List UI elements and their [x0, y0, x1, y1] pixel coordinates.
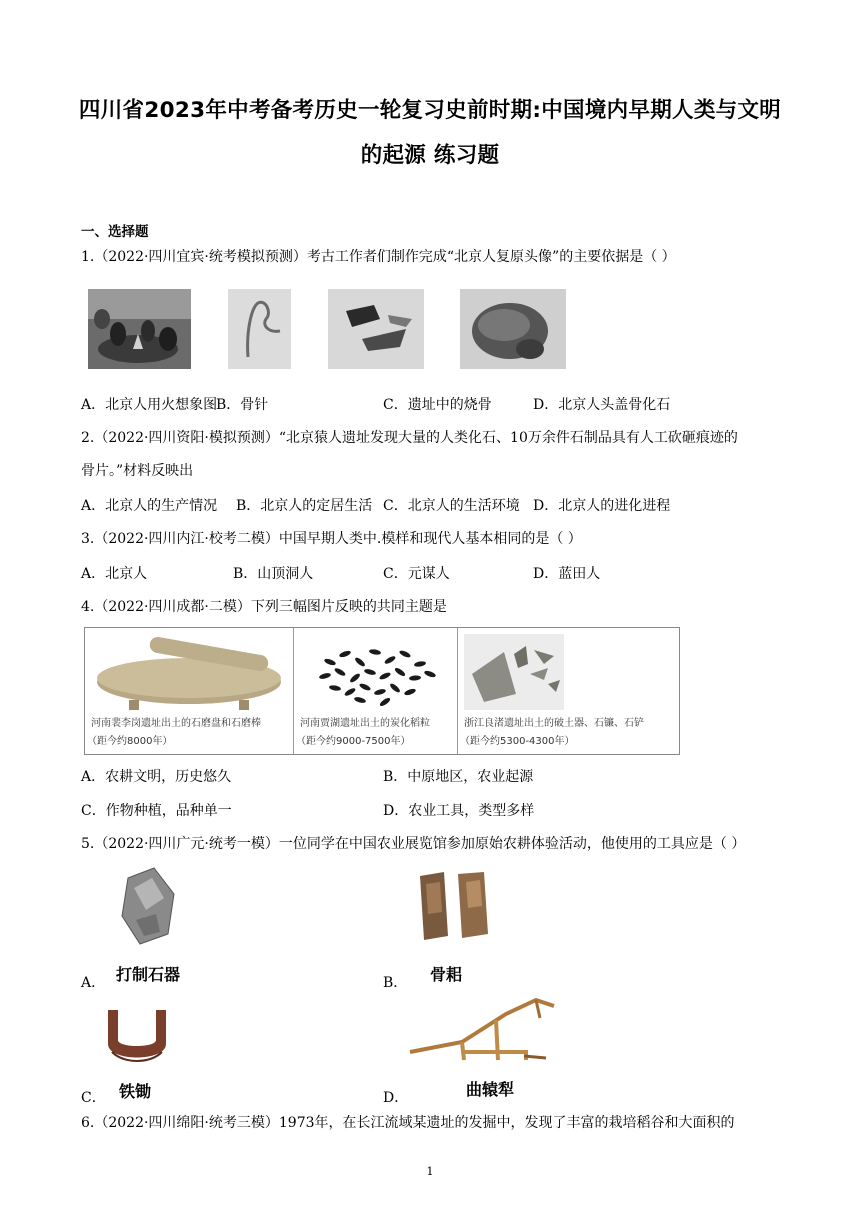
- q2-stem-line2: 骨片。”材料反映出: [81, 463, 194, 479]
- q4-panel2-date: （距今约9000-7500年）: [296, 736, 411, 747]
- bone-spade-image: [414, 866, 494, 952]
- q5-option-b-letter[interactable]: B．: [383, 975, 408, 991]
- q4-option-b[interactable]: B．中原地区，农业起源: [383, 769, 534, 785]
- q2-option-d[interactable]: D．北京人的进化进程: [533, 498, 671, 514]
- q4-panel-rice: [294, 628, 458, 754]
- q6-stem: 6.（2022·四川绵阳·统考三模）1973年，在长江流域某遗址的发掘中，发现了丰富的栽培稻谷和大面积的: [81, 1115, 735, 1131]
- q2-option-a[interactable]: A．北京人的生产情况: [81, 498, 218, 514]
- q5-option-c-letter[interactable]: C．: [81, 1090, 106, 1106]
- carbonized-rice-image: [300, 632, 450, 712]
- q4-panel1-date: （距今约8000年）: [87, 736, 173, 747]
- q5-option-d-letter[interactable]: D．: [383, 1090, 409, 1106]
- q4-panel-grinding-stone: [85, 628, 294, 754]
- q5-option-a-letter[interactable]: A．: [81, 975, 106, 991]
- q1-option-b[interactable]: B．骨针: [216, 397, 269, 413]
- q3-stem: 3.（2022·四川内江·校考二模）中国早期人类中.模样和现代人基本相同的是（ ）: [81, 531, 582, 547]
- curved-plow-image: [406, 994, 556, 1070]
- fire-scene-image: [88, 289, 191, 369]
- stone-tools-image: [464, 634, 564, 710]
- page-number: 1: [426, 1165, 434, 1178]
- q2-option-b[interactable]: B．北京人的定居生活: [236, 498, 373, 514]
- q4-picture-panel: [84, 627, 680, 755]
- q4-option-c[interactable]: C．作物种植，品种单一: [81, 803, 232, 819]
- iron-hoe-image: [104, 1004, 170, 1072]
- section-heading: 一、选择题: [81, 224, 149, 240]
- q4-stem: 4.（2022·四川成都·二模）下列三幅图片反映的共同主题是: [81, 599, 447, 615]
- q4-panel2-caption: 河南贾湖遗址出土的炭化稻粒: [300, 718, 430, 729]
- q3-option-a[interactable]: A．北京人: [81, 566, 148, 582]
- q1-option-a[interactable]: A．北京人用火想象图: [81, 397, 218, 413]
- burnt-bone-image: [328, 289, 424, 369]
- q4-option-d[interactable]: D．农业工具，类型多样: [383, 803, 535, 819]
- q4-panel3-date: （距今约5300-4300年）: [460, 736, 575, 747]
- q2-option-c[interactable]: C．北京人的生活环境: [383, 498, 520, 514]
- q2-stem-line1: 2.（2022·四川资阳·模拟预测）“北京猿人遗址发现大量的人类化石、10万余件石制品具有人工砍砸痕迹的: [81, 430, 738, 446]
- q1-stem: 1.（2022·四川宜宾·统考模拟预测）考古工作者们制作完成“北京人复原头像”的主要依据是（ ）: [81, 249, 676, 265]
- grinding-stone-image: [89, 630, 289, 720]
- bone-needle-image: [228, 289, 291, 369]
- q3-option-b[interactable]: B．山顶洞人: [233, 566, 314, 582]
- q5-option-a-caption: 打制石器: [116, 965, 181, 984]
- q5-option-d-caption: 曲辕犁: [466, 1080, 515, 1099]
- q4-option-a[interactable]: A．农耕文明，历史悠久: [81, 769, 232, 785]
- page-title-line2: 的起源 练习题: [360, 143, 500, 168]
- q3-option-d[interactable]: D．蓝田人: [533, 566, 601, 582]
- q1-option-c[interactable]: C．遗址中的烧骨: [383, 397, 492, 413]
- page-title-line1: 四川省2023年中考备考历史一轮复习史前时期:中国境内早期人类与文明: [78, 98, 782, 123]
- q5-stem: 5.（2022·四川广元·统考一模）一位同学在中国农业展览馆参加原始农耕体验活动，他使用的工具应是（ ）: [81, 836, 746, 852]
- q4-panel3-caption: 浙江良渚遗址出土的破土器、石镰、石铲: [464, 718, 644, 729]
- q5-option-b-caption: 骨耜: [430, 965, 463, 984]
- skull-fossil-image: [460, 289, 566, 369]
- q4-panel-stone-tools: [458, 628, 678, 754]
- q4-panel1-caption: 河南裴李岗遗址出土的石磨盘和石磨棒: [91, 718, 261, 729]
- chipped-stone-image: [116, 864, 180, 952]
- q1-option-d[interactable]: D．北京人头盖骨化石: [533, 397, 671, 413]
- q5-option-c-caption: 铁锄: [119, 1082, 152, 1101]
- q3-option-c[interactable]: C．元谋人: [383, 566, 450, 582]
